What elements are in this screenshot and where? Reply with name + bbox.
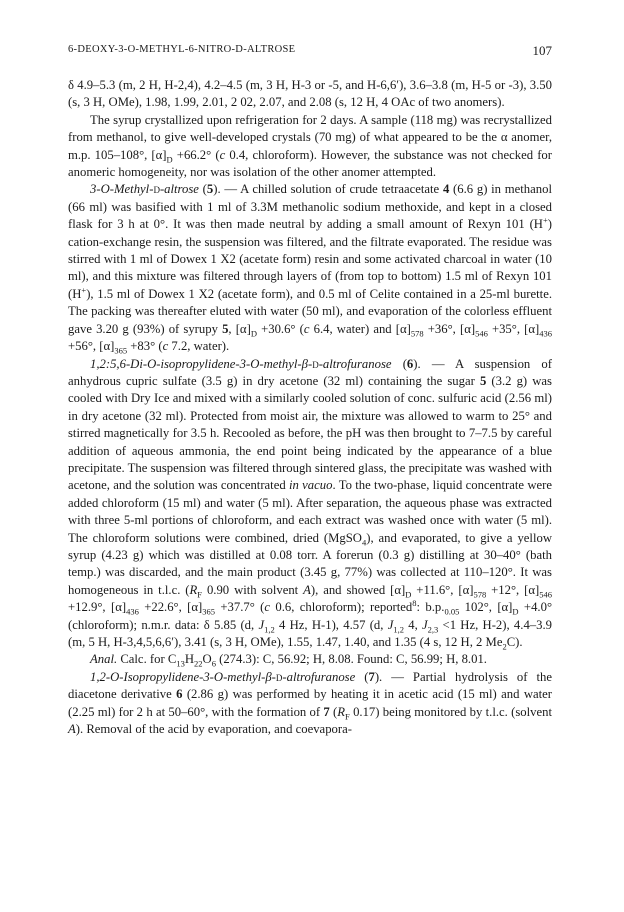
text-run: c xyxy=(264,600,271,615)
text-run: d xyxy=(312,356,319,371)
text-run: 13 xyxy=(176,658,185,669)
text-run: ), and evaporated, to give a yellow syrup (4.23 g) which was distilled at 0.08 torr. A forerun (0.3 g) distilling at 30–40° (bath temp.) was discarded, and the main product (3.45 g, 77%) was collected at 110–120°. It was homogeneous in t.l.c. ( xyxy=(68,530,552,597)
text-run: D xyxy=(166,154,173,165)
text-run: 5 xyxy=(206,182,214,197)
text-run: 6 xyxy=(406,356,414,371)
text-run: , [α] xyxy=(228,321,251,336)
text-run: +12.9°, [α] xyxy=(68,600,127,615)
page-number: 107 xyxy=(532,43,552,58)
text-run: 1,2:5,6-Di-O-isopropylidene-3-O-methyl-β- xyxy=(90,356,313,371)
text-run: 6 xyxy=(211,658,216,669)
text-run: c xyxy=(219,147,226,162)
text-run: 4, xyxy=(403,617,423,632)
paragraph-p1 xyxy=(68,77,552,112)
text-run: R xyxy=(337,704,346,719)
text-run: δ 4.9–5.3 (m, 2 H, H-2,4), 4.2–4.5 (m, 3 H, H-3 or -5, and H-6,6′), 3.6–3.8 (m, H-5 or -3), 3.50 (s, 3 H, OMe), 1.98, 1.99, 2.01, 2 02, 2.07, and 2.08 (s, 12 H, 4 OAc of two anomers). xyxy=(68,78,552,110)
text-run: ). — Partial hydrolysis of the diacetone derivative xyxy=(68,669,552,702)
text-run: 578 xyxy=(473,589,487,600)
page-header xyxy=(68,44,552,60)
text-run: J xyxy=(422,617,428,632)
text-run: Calc. for C xyxy=(117,652,177,667)
text-run: A xyxy=(303,582,311,597)
text-run: ( xyxy=(355,669,369,684)
text-run: 102°, [α] xyxy=(459,600,513,615)
text-run: +56°, [α] xyxy=(68,339,115,354)
text-run: <1 Hz, H-2), 4.4–3.9 (m, 5 H, H-3,4,5,6,6′), 3.41 (s, 3 H, OMe), 1.55, 1.47, 1.40, and 1.35 (4 s, 12 H, 2 Me xyxy=(68,617,552,649)
text-run: R xyxy=(189,582,198,597)
text-run: - xyxy=(149,182,154,197)
text-run: 1,2 xyxy=(393,624,404,635)
paragraph-p2 xyxy=(68,112,552,182)
text-run: +11.6°, [α] xyxy=(411,582,474,597)
text-run: 0.6, chloroform); reported xyxy=(270,600,413,615)
text-run: F xyxy=(197,589,203,600)
text-run: C). xyxy=(506,635,523,649)
text-run: +66.2° ( xyxy=(172,147,220,162)
text-run: ( xyxy=(329,704,338,719)
text-run: +37.7° ( xyxy=(215,600,265,615)
text-run: ( xyxy=(391,356,407,371)
text-run: D xyxy=(512,606,519,617)
text-run: F xyxy=(345,711,350,722)
text-run: 4 xyxy=(442,182,450,197)
text-run: +83° ( xyxy=(127,339,163,354)
text-run: 546 xyxy=(539,589,552,600)
running-head: 6-DEOXY-3-O-METHYL-6-NITRO-D-ALTROSE xyxy=(68,44,296,55)
text-run: 0.90 with solvent xyxy=(202,582,304,597)
text-run: 546 xyxy=(475,328,488,339)
text-run: -altrofuranose xyxy=(282,669,356,684)
text-run: +35°, [α] xyxy=(487,321,540,336)
text-run: -altrofuranose xyxy=(318,356,392,371)
text-run: M xyxy=(266,199,278,214)
text-run: (6.6 g) in methanol (66 ml) was basified with 1 ml of 3.3 xyxy=(68,182,552,214)
text-run: (274.3): C, 56.92; H, 8.08. Found: C, 56.99; H, 8.01. xyxy=(215,652,487,667)
text-run: ). Removal of the acid by evaporation, and coevapora- xyxy=(75,722,352,737)
paragraph-p3 xyxy=(68,181,552,355)
text-run: 7.2, water). xyxy=(168,339,230,354)
text-run: : b.p. xyxy=(416,600,445,615)
text-run: 365 xyxy=(202,606,216,617)
text-run: methanolic sodium methoxide, and kept in a closed flask for 3 h at 0°. It was then made neutral by adding a small amount of Rexyn 101 (H xyxy=(68,199,552,232)
text-run: A xyxy=(68,722,76,737)
text-run: d xyxy=(153,182,160,197)
text-run: + xyxy=(542,215,548,226)
text-run: ( xyxy=(198,182,207,197)
text-run: ), 1.5 ml of Dowex 1 X2 (acetate form), and 0.5 ml of Celite contained in a 25-ml burette. The packing was thereafter eluted with water (50 ml), and evaporation of the colorless effluent gave 3.20 g (93%) of syrupy xyxy=(68,286,552,336)
text-run: Anal. xyxy=(90,652,118,667)
text-run: 5 xyxy=(479,373,487,388)
paragraph-p4 xyxy=(68,356,552,652)
text-run: c xyxy=(162,339,169,354)
text-run: Methyl xyxy=(113,182,150,197)
text-run: c xyxy=(303,321,310,336)
text-run: H xyxy=(184,652,195,667)
text-run: -altrose xyxy=(159,182,199,197)
text-run: D xyxy=(250,328,257,339)
text-run: 2 xyxy=(502,641,507,652)
text-run: in vacuo xyxy=(289,478,333,493)
text-run: +12°, [α] xyxy=(486,582,540,597)
text-run: 1,2-O-Isopropylidene-3-O-methyl-β- xyxy=(90,669,276,684)
text-run: (3.2 g) was cooled with Dry Ice and mixed with a similarly cooled solution of conc. sulfuric acid (2.56 ml) in dry acetone (32 ml). Protected from moist air, the mixture was allowed to warm to 25° and stirred magnetically for 3.5 h. Recooled as before, the pH was then brought to 7–7.5 by careful addition of aqueous ammonia, the end point being indicated by the appearance of a blue precipitate. The suspension was filtered through sintered glass, the precipitate was washed with acetone, and the solution was concentrated xyxy=(68,373,552,493)
text-run: . To the two-phase, liquid concentrate were added chloroform (15 ml) and water (5 ml). After separation, the aqueous phase was extracted with three 5-ml portions of chloroform, and each extract was washed once with water (5 ml). The chloroform solutions were combined, dried (MgSO xyxy=(68,478,553,545)
paragraph-p5 xyxy=(68,651,552,668)
text-run: +22.6°, [α] xyxy=(138,600,203,615)
text-run: 6 xyxy=(176,687,183,702)
text-run: 1,2 xyxy=(264,624,275,635)
text-run: 578 xyxy=(410,328,424,339)
text-run: 8 xyxy=(412,597,417,608)
text-run: 3-O- xyxy=(90,182,114,197)
text-run: J xyxy=(258,617,265,632)
text-run: ). — A suspension of anhydrous cupric sulfate (3.5 g) in dry acetone (32 ml) containing the sugar xyxy=(68,356,552,388)
text-run: + xyxy=(81,284,87,295)
text-run: 5 xyxy=(222,321,229,336)
text-run: The syrup crystallized upon refrigeration for 2 days. A sample (118 mg) was recrystallized from methanol, to give well-developed crystals (70 mg) of what appeared to be the α anomer, m.p. 105–108°, [α] xyxy=(68,112,552,162)
text-run: ). — A chilled solution of crude tetraacetate xyxy=(213,182,443,197)
text-run: +36°, [α] xyxy=(423,321,476,336)
text-run: O xyxy=(202,652,212,667)
text-run: +30.6° ( xyxy=(256,321,304,336)
text-run: 436 xyxy=(126,606,139,617)
paragraph-p6 xyxy=(68,669,552,739)
text-run: d xyxy=(275,669,283,684)
text-run: 7 xyxy=(368,669,375,684)
text-run: 6.4, water) and [α] xyxy=(309,321,411,336)
text-run: 2,3 xyxy=(427,624,439,635)
text-run: 0.4, chloroform). However, the substance was not checked for anomeric homogeneity, nor was isolation of the other anomer attempted. xyxy=(68,147,552,180)
text-run: +4.0° (chloroform); n.m.r. data: δ 5.85 (d, xyxy=(68,600,553,632)
text-run: 0.17) being monitored by t.l.c. (solvent xyxy=(349,704,552,719)
text-run: (2.86 g) was performed by heating it in acetic acid (15 ml) and water (2.25 ml) for 2 h at 50–60°, with the formation of xyxy=(68,687,552,719)
text-run: 4 Hz, H-1), 4.57 (d, xyxy=(274,617,388,632)
text-run: 436 xyxy=(539,328,552,339)
text-run: ) cation-exchange resin, the suspension was filtered, and the filtrate evaporated. The residue was stirred with 1 ml of Dowex 1 X2 (acetate form) resin and some activated charcoal in water (10 ml), and this mixture was filtered through layers of (from top to bottom) 1.5 ml of Rexyn 101 (H xyxy=(68,217,552,301)
text-run: 4 xyxy=(361,537,367,548)
text-run: J xyxy=(387,617,394,632)
body-text xyxy=(68,77,552,738)
text-run: ), and showed [α] xyxy=(310,582,406,597)
text-run: 22 xyxy=(194,658,203,669)
text-run: D xyxy=(405,589,412,600)
text-run: 0.05 xyxy=(444,606,460,617)
text-run: 365 xyxy=(114,345,128,356)
text-run: 7 xyxy=(323,704,330,719)
